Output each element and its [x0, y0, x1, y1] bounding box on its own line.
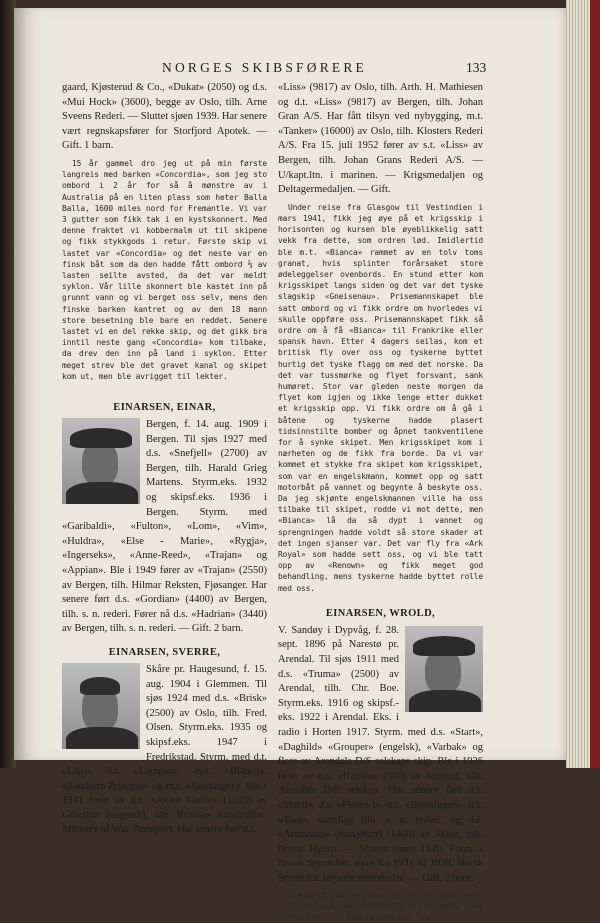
entry-name-sverre: EINARSEN, SVERRE,	[108, 646, 221, 658]
entry-wrold	[278, 624, 483, 923]
portrait-photo-icon	[405, 626, 483, 712]
entry-continuation-sverre: «Liss» (9817) av Oslo, tilh. Arth. H. Mathiesen og d.t. «Liss» (9817) av Bergen, tilh. Johan Gran A/S. Har fått tilsyn ved nybygging, m.t. «Tanker» (16000) av Oslo, tilh. Klosters Rederi A/S. Fra 15. juli 1952 fører av s.t. «Liss» av Bergen, tilh. Johan Grans Rederi A/S. — U/kapt.ltn. i marinen. — Krigsmedaljen og Deltagermedaljen. — Gift.	[278, 82, 483, 196]
anecdote-text: Under reise fra Glasgow til Vestindien i mars 1941, fikk jeg øye på et krigsskip i horisonten og kursen ble øyeblikkelig satt vekk fra dette, som ordren lød. Imidlertid ble m.t. «Bianca» rammet av en tolv toms granat, hvis splinter forårsaket store ødeleggelser ovenbords. En stund etter kom krigsskipet langs siden og det var det tyske slagskip «Gneisenau». Prisemannskapet ble satt ombord og vi fikk ordre om hvorledes vi skulle oppføre oss. Prisemannskapet fikk så ordre om å få «Bianca» til Frankrike eller spansk havn. Etter 4 dagers seilas, kom et britisk fly over oss og tyskerne byttet hurtig det tyske flagg om med det norske. Da det var tussmørke og flyet forsvant, sank humøret. Stor var gleden neste morgen da flyet kom igjen og ikke lenge etter dukket et krigsskip opp. Vi fikk ordre om å gå i båtene og tyskerne hadde plasert tidsinnstilte bomber og åpnet tankventilene for å synke skipet. Men krigsskipet kom i nærheten og de fikk fra borde. Da vi var kommet et stykke fra skipet kom krigsskipet, som var en engelskmann, kommet opp og satt motorbåt på vannet og begynte å beskyte oss. Da jeg skjønte engelskmannen ville ha oss tilbake til skipet, rodde vi mot dette, men «Bianca» lå da så dypt i vannet og sprengningen hadde voldt så store skader at det ingen sjanser var. Det var fly fra «Ark Royal» som hadde sett oss, og vi ble tatt opp av «Renown» og fikk meget god behandling, mens tyskerne hadde byttet rolle med oss.	[278, 202, 483, 593]
entry-text-wrold: V. Sandøy i Dypvåg, f. 28. sept. 1896 på Narestø pr. Arendal. Til sjøs 1911 med d.s. «Truma» (2500) av Arendal, tilh. Chr. Boe. Styrm.eks. 1916 og skipsf.-eks. 1922 i Arendal. Eks. i radio i Horten 1917. Styrm. med d.s. «Start», «Daghild» «Grouper» (engelsk), «Varbak» og flere av Arendals D/S selskaps skip. Ble i 1926 fører av d.s. «Halden» (500) av Arendal, tilh. Arendals D/S selskap. Har senere ført d.s. «Stabil», d.s. «Fløien I», d.s. «Bjørningen», d.s. «Tora», samtlige tilh. s. n. rederi, og d.s. «Ammania» (innsjøfart) (1400) av Skien, tilh. Norsk Hydro. — Sluttet sjøen 1949. Form. i Norsk Styrm.for. styre fra 1931 til 1938. Norsk Styrm.for. høyeste utmerkelse. — Gift. 2 barn.	[278, 624, 483, 884]
page-number: 133	[466, 60, 487, 75]
portrait-photo-icon	[62, 418, 140, 504]
right-column	[278, 81, 483, 923]
entry-einar	[62, 418, 267, 637]
entry-sverre	[62, 663, 267, 838]
entry-name-wrold: EINARSEN, WROLD,	[325, 607, 436, 619]
entry-text-sverre: Skåre pr. Haugesund, f. 15. aug. 1904 i Glemmen. Til sjøs 1924 med d.s. «Brisk» (2500) av Oslo, tilh. Fred. Olsen. Styrm.eks. 1935 og skipsf.eks. 1947 i Fredrikstad. Styrm. med d.t. «Liss», d.t. «Lampas», m.t. «Bianca», «Southern Princess» og m.t. «Sandanger». Ble i 1941 fører av d.s. «Avant Garde» (1025) av Gibraltar (engelsk), tilh. Britiske Admiralitet, Ministry of War Transport. Har senere ført d.t.	[62, 663, 267, 836]
anecdote-text: 15 år gammel dro jeg ut på min første langreis med barken «Concordia», som jeg sto ombord i 2 år for så å mønstre av i Australia på en liten plass som heter Balla Balla, 1600 miles nord for Fremantle. Vi var 3 gutter som fikk tak i en kystskonnert. Med denne fraktet vi kobbermalm ut til skipene og fikk stykkgods i retur. Første skip vi lastet var «Concordia» og det neste var en finsk båt som da den hadde fått ombord ⅔ av lasten seilte avsted, da det var meldt syklon. Vår lille skonnert ble kastet inn på grunnt vann og vi berget oss selv, mens den finske barken kantret og av den 18 mann store besetning ble bare en reddet. Senere lastet vi en del rekke skip, og det gikk bra inntil neste gang «Concordia» kom tilbake, da drev den inn på land i syklon. Etter meget strev ble det gravet kanal og skipet kom ut, men ble avrigget til lekter.	[62, 158, 267, 381]
portrait-photo-icon	[62, 663, 140, 749]
anecdote-text-wrold: I august 1942 skulle jeg med 15 mann reise til Finnland over Stockholm for å hente hjem et fartøy. For jeg reiste ble jeg	[278, 890, 483, 922]
entry-name-einar: EINARSEN, EINAR,	[113, 402, 216, 414]
left-column	[62, 81, 267, 838]
book-page	[14, 8, 566, 922]
entry-text-einar: Bergen, f. 14. aug. 1909 i Bergen. Til sjøs 1927 med d.s. «Snefjell» (2700) av Bergen, tilh. Harald Grieg Martens. Styrm.eks. 1932 og skipsf.eks. 1936 i Bergen. Styrm. med «Garibaldi», «Fulton», «Lom», «Vim», «Huldra», «Else - Marie», «Rygja», «Ingerseks», «Anne-Reed», «Trajan» og «Appian». Ble i 1949 fører av «Trajan» (2550) av Bergen, tilh. Hilmar Reksten, Fjøsanger. Har senere ført d.s. «Gordian» (4400) av Bergen, tilh. s. n. rederi. Fører nå d.s. «Hadrian» (3440) av Bergen, tilh. s. n. rederi. — Gift. 2 barn.	[62, 419, 267, 635]
book-cover-edge	[590, 0, 600, 768]
running-header: NORGES SKIBSFØRERE	[162, 60, 368, 75]
entry-continuation: gaard, Kjøsterud & Co., «Dukat» (2050) og d.s. «Mui Hock» (3600), begge av Oslo, tilh. Arne Sveens Rederi. — Sluttet sjøen 1939. Har senere vært regnskapsfører for Storfjord Apotek. — Gift. 1 barn.	[62, 82, 267, 152]
